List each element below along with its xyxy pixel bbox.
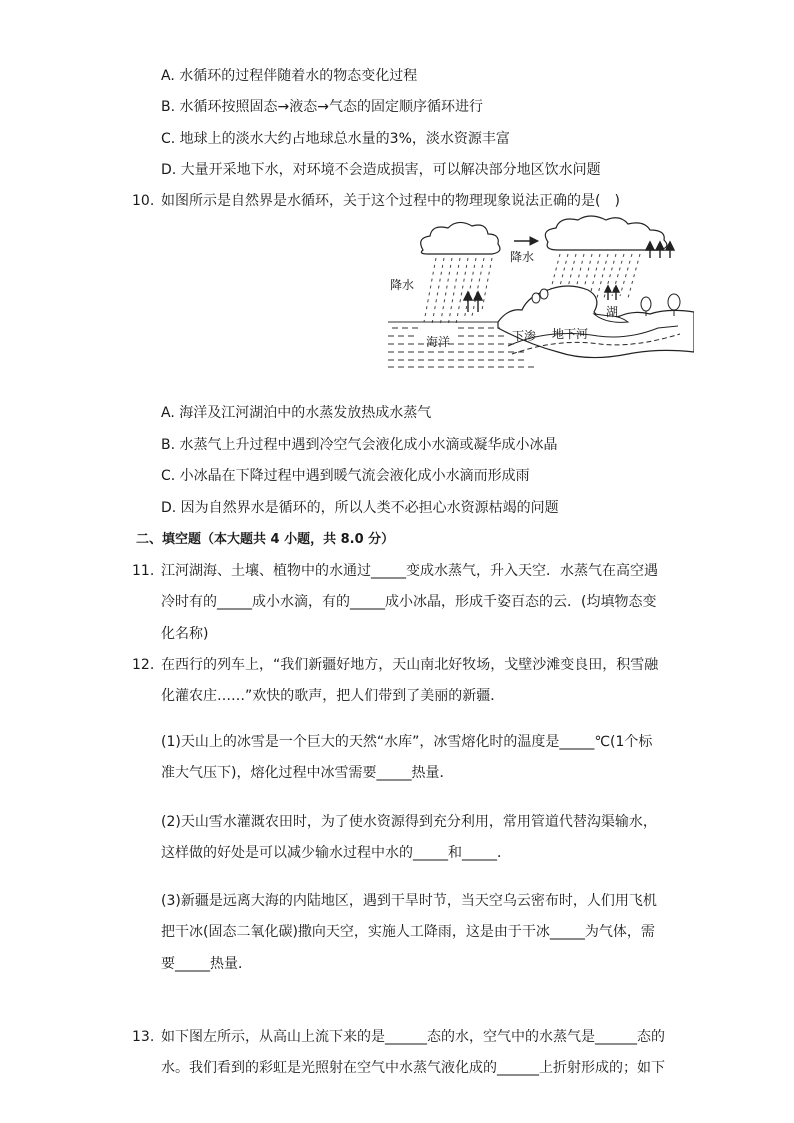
- q9-option-b: B. 水循环按照固态→液态→气态的固定顺序循环进行: [161, 99, 483, 115]
- water-cycle-diagram: [388, 212, 694, 370]
- q13-line-1: 如下图左所示，从高山上流下来的是______态的水，空气中的水蒸气是______态的: [161, 1029, 665, 1045]
- q10-number: 10.: [132, 193, 155, 209]
- land-terrain: [498, 286, 694, 358]
- label-ocean: 海洋: [426, 335, 451, 349]
- label-underground-river: 地下河: [552, 327, 589, 341]
- q12-sub2-line-2: 这样做的好处是可以减少输水过程中水的_____和_____．: [161, 845, 511, 861]
- q12-sub3-line-2: 把干冰(固态二氧化碳)撒向天空，实施人工降雨，这是由于干冰_____为气体，需: [161, 924, 655, 940]
- q11-line-2: 冷时有的_____成小水滴，有的_____成小冰晶，形成千姿百态的云．(均填物态变: [161, 594, 657, 610]
- q12-sub3-line-3: 要_____热量．: [161, 956, 252, 972]
- q10-option-a: A. 海洋及江河湖泊中的水蒸发放热成水蒸气: [161, 405, 432, 421]
- q9-option-c: C. 地球上的淡水大约占地球总水量的3%，淡水资源丰富: [161, 131, 510, 147]
- q12-sub1-line-1: (1)天山上的冰雪是一个巨大的天然“水库”，冰雪熔化时的温度是_____℃(1个标: [161, 734, 653, 750]
- q12-line-1: 在西行的列车上，“我们新疆好地方，天山南北好牧场，戈壁沙滩变良田，积雪融: [161, 657, 659, 673]
- q9-option-d: D. 大量开采地下水，对环境不会造成损害，可以解决部分地区饮水问题: [161, 162, 601, 178]
- q11-number: 11.: [132, 563, 155, 579]
- q13-line-2: 水。我们看到的彩虹是光照射在空气中水蒸气液化成的______上折射形成的；如下: [161, 1060, 665, 1076]
- label-lake: 湖: [606, 305, 619, 319]
- label-rain-left: 降水: [390, 278, 415, 292]
- section-heading: 二、填空题（本大题共 4 小题，共 8.0 分）: [136, 532, 395, 547]
- q10-stem: 如图所示是自然界是水循环，关于这个过程中的物理现象说法正确的是( ): [161, 193, 620, 209]
- cloud-left-icon: [421, 222, 500, 254]
- label-rain-right: 降水: [510, 250, 535, 264]
- q11-line-3: 化名称): [161, 626, 209, 642]
- q12-sub1-line-2: 准大气压下)，熔化过程中冰雪需要_____热量．: [161, 765, 454, 781]
- wind-arrow-icon: [514, 237, 538, 245]
- rain-left-icon: [424, 258, 492, 326]
- q10-option-d: D. 因为自然界水是循环的，所以人类不必担心水资源枯竭的问题: [161, 500, 559, 516]
- q13-number: 13.: [132, 1029, 155, 1045]
- q12-line-2: 化灌农庄……”欢快的歌声，把人们带到了美丽的新疆．: [161, 688, 505, 704]
- q10-option-c: C. 小冰晶在下降过程中遇到暖气流会液化成小水滴而形成雨: [161, 468, 530, 484]
- q12-sub2-line-1: (2)天山雪水灌溉农田时，为了使水资源得到充分利用，常用管道代替沟渠输水，: [161, 814, 657, 830]
- q9-option-a: A. 水循环的过程伴随着水的物态变化过程: [161, 68, 418, 84]
- label-seepage: 下渗: [512, 329, 537, 343]
- q10-option-b: B. 水蒸气上升过程中遇到冷空气会液化成小水滴或凝华成小冰晶: [161, 437, 558, 453]
- q12-sub3-line-1: (3)新疆是远离大海的内陆地区，遇到干旱时节，当天空乌云密布时，人们用飞机: [161, 893, 657, 909]
- q12-number: 12.: [132, 657, 155, 673]
- q11-line-1: 江河湖海、土壤、植物中的水通过_____变成水蒸气，升入天空．水蒸气在高空遇: [161, 563, 658, 579]
